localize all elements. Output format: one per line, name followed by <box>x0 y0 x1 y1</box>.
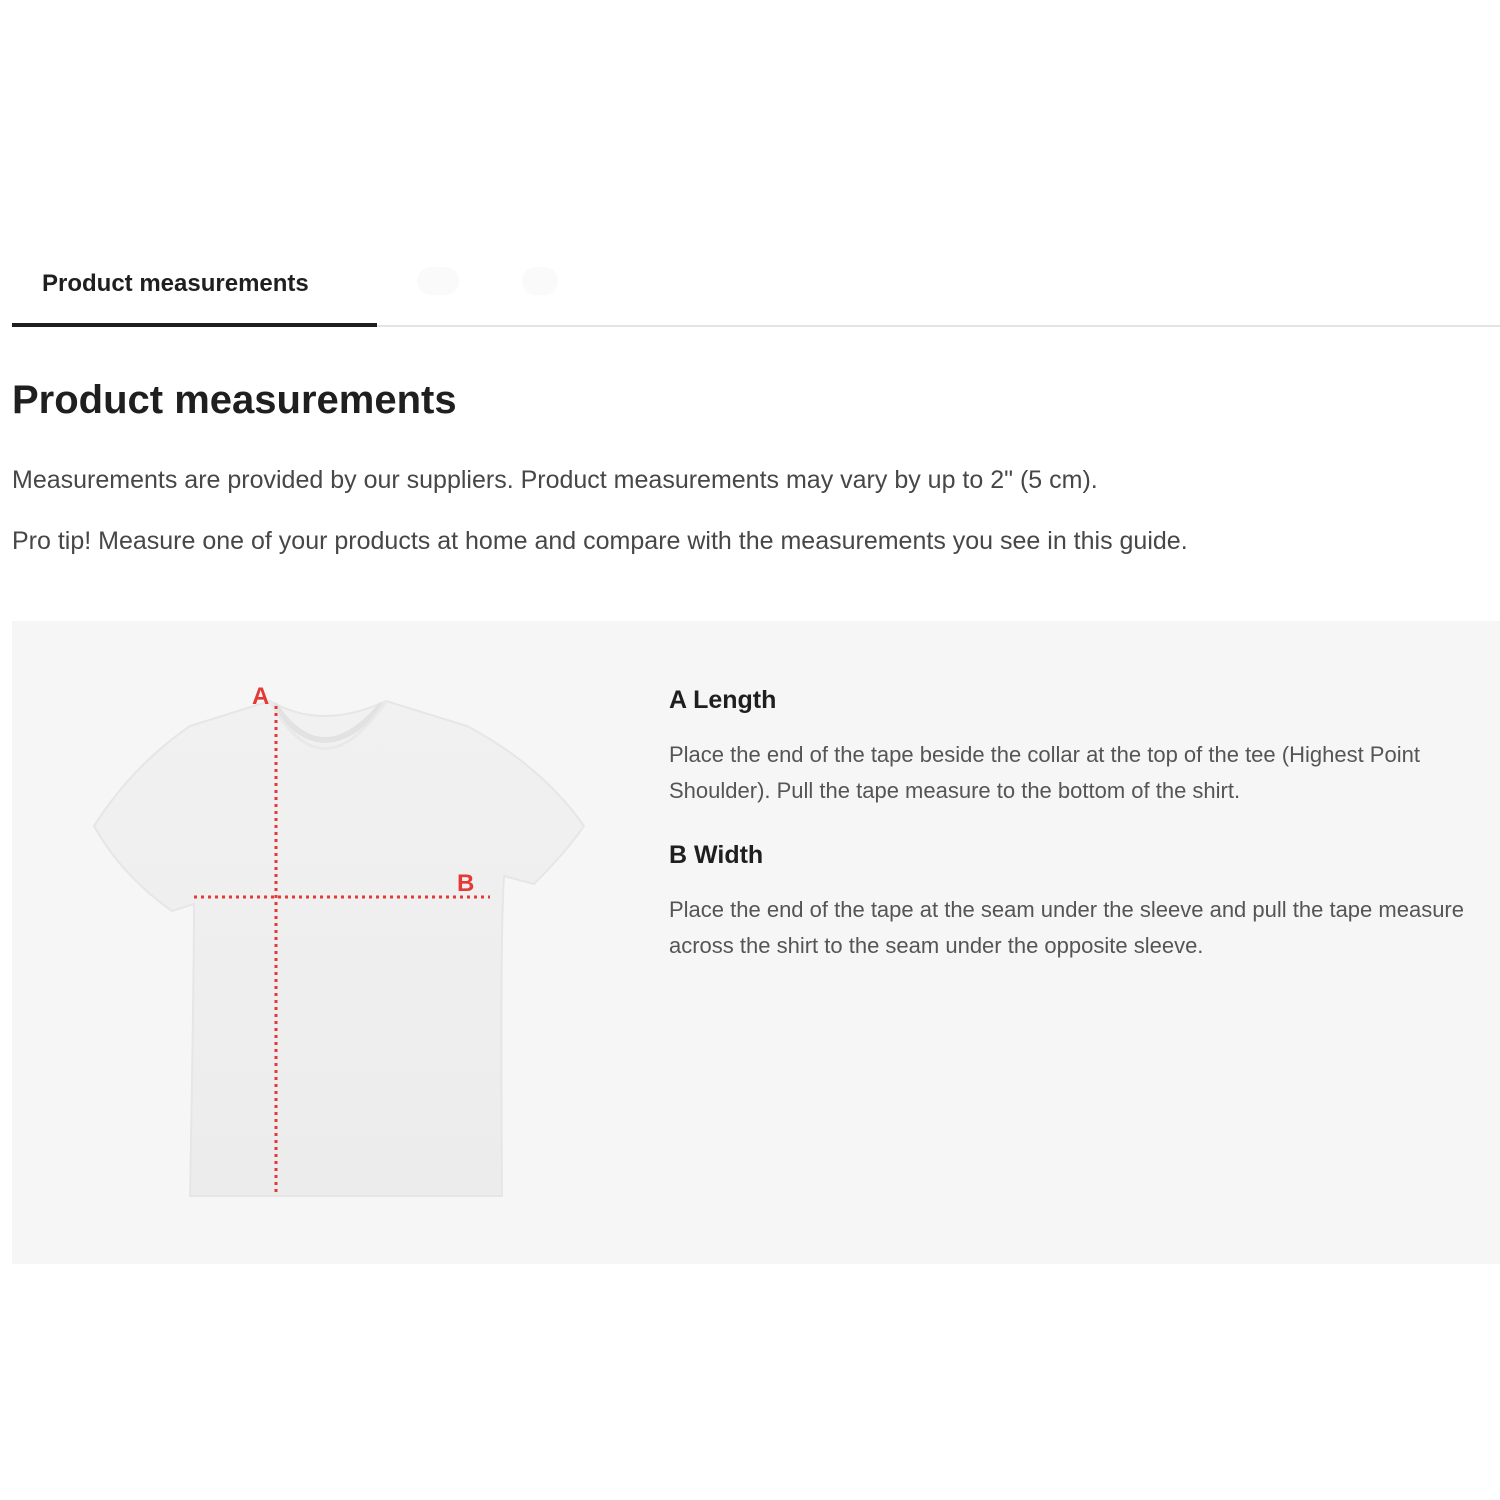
measurement-description: Place the end of the tape at the seam under the sleeve and pull the tape measure across the shirt to the seam under the opposite sleeve. <box>669 897 1464 958</box>
tab-product-measurements[interactable] <box>12 255 377 327</box>
measurement-guide-panel <box>12 621 1500 1264</box>
pro-tip: Pro tip! Measure one of your products at home and compare with the measurements you see in this guide. <box>12 527 1188 555</box>
tshirt-measurement-diagram <box>72 676 612 1216</box>
measurement-description: Place the end of the tape beside the collar at the top of the tee (Highest Point Shoulder). Pull the tape measure to the bottom of the shirt. <box>669 742 1420 803</box>
page-title: Product measurements <box>12 378 457 422</box>
label-a: A <box>252 683 270 710</box>
tshirt-shape <box>94 701 584 1196</box>
measurement-length <box>669 686 1484 809</box>
faded-tab-placeholder <box>522 267 558 295</box>
label-b: B <box>457 870 475 897</box>
tab-bar <box>12 255 1500 327</box>
faded-tab-placeholder <box>417 267 459 295</box>
tab-label: Product measurements <box>42 270 309 297</box>
measurement-title: A Length <box>669 686 777 714</box>
measurement-width <box>669 841 1484 964</box>
supplier-note: Measurements are provided by our suppliers. Product measurements may vary by up to 2" (5 cm). <box>12 466 1098 494</box>
measurement-title: B Width <box>669 841 764 869</box>
